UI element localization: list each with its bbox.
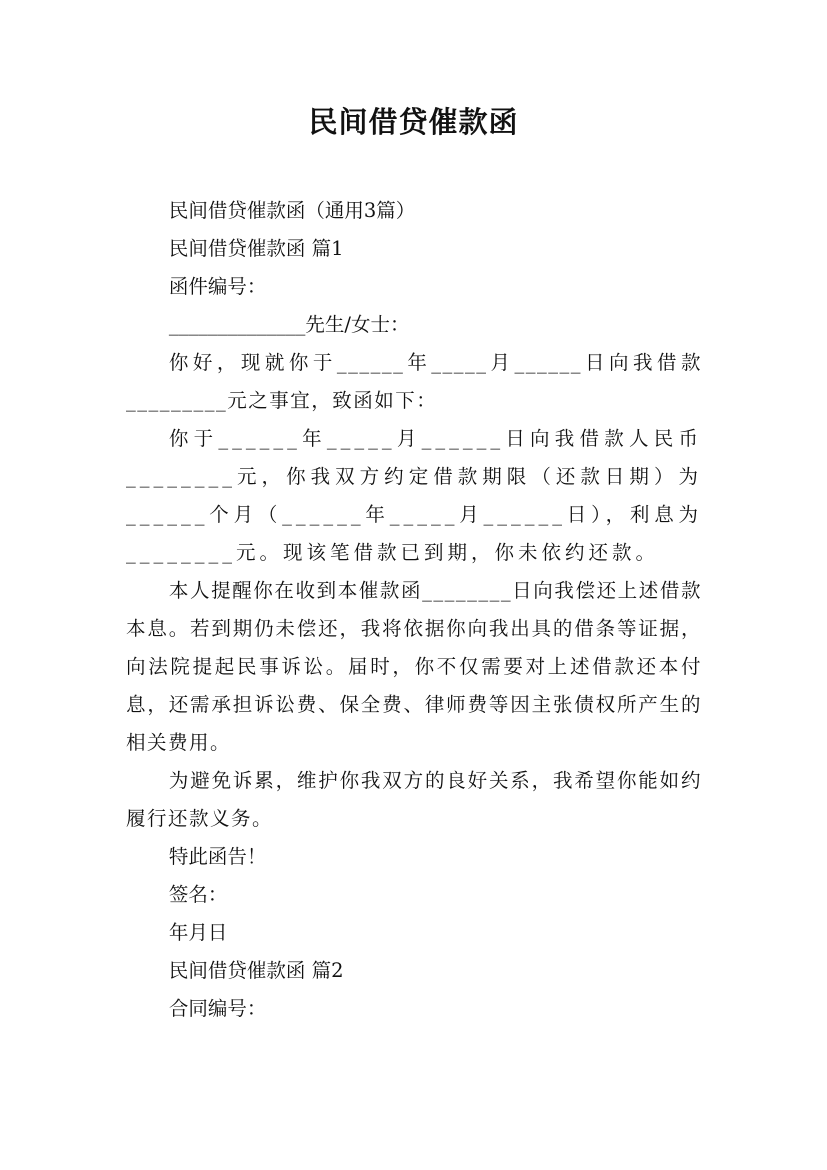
paragraph-greeting: 你好，现就你于______年_____月______日向我借款_________元之事宜，致函如下： — [126, 351, 702, 412]
paragraph-salutation: ______________先生/女士： — [168, 313, 410, 336]
paragraph-loan-details: 你于______年_____月______日向我借款人民币________元，你我双方约定借款期限（还款日期）为______个月（______年_____月______日），利息为________元。现该笔借款已到期，你未依约还款。 — [126, 427, 702, 564]
paragraph-date: 年月日 — [168, 921, 228, 944]
paragraph-section-2-heading: 民间借贷催款函 篇2 — [168, 959, 344, 982]
paragraph-letter-number: 函件编号： — [168, 275, 267, 298]
paragraph-notice: 特此函告！ — [168, 845, 267, 868]
paragraph-hope: 为避免诉累，维护你我双方的良好关系，我希望你能如约履行还款义务。 — [126, 769, 702, 830]
paragraph-signature: 签名： — [168, 883, 228, 906]
paragraph-reminder: 本人提醒你在收到本催款函________日向我偿还上述借款本息。若到期仍未偿还，我将依据你向我出具的借条等证据，向法院提起民事诉讼。届时，你不仅需要对上述借款还本付息，还需承担诉讼费、保全费、律师费等因主张债权所产生的相关费用。 — [126, 579, 702, 754]
document-title: 民间借贷催款函 — [308, 105, 519, 139]
paragraph-contract-number: 合同编号： — [168, 997, 267, 1020]
paragraph-section-1-heading: 民间借贷催款函 篇1 — [168, 237, 344, 260]
paragraph-subtitle: 民间借贷催款函（通用3篇） — [168, 199, 416, 222]
document-body — [126, 192, 702, 1028]
